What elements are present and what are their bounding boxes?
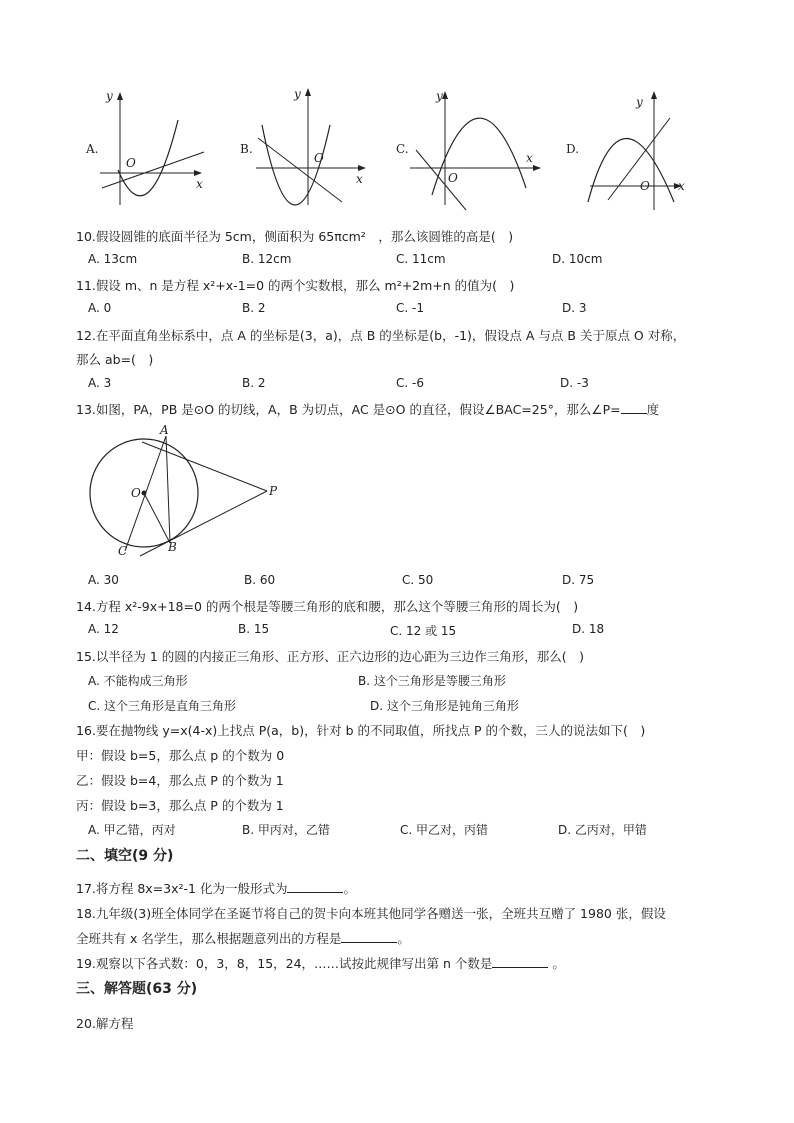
graph-row: [80, 80, 700, 220]
graph-a-y-label: y: [106, 89, 113, 103]
graph-a-x-arrow: [194, 170, 202, 176]
graph-b: [240, 87, 366, 205]
q14-option-c[interactable]: C. 12 或 15: [390, 624, 457, 638]
q13-option-b[interactable]: B. 60: [244, 573, 276, 587]
q11-option-c[interactable]: C. -1: [396, 301, 424, 315]
graph-c-y-arrow: [442, 91, 448, 99]
q13-option-c[interactable]: C. 50: [402, 573, 434, 587]
graph-a-x-label: x: [196, 177, 203, 191]
q15-option-a[interactable]: A. 不能构成三角形: [88, 674, 188, 688]
graph-d-label: D.: [566, 142, 580, 156]
graph-c-label: C.: [396, 142, 409, 156]
graph-d-y-label: y: [636, 95, 643, 109]
q14-option-a[interactable]: A. 12: [88, 622, 119, 636]
q19-stem-text: 19.观察以下各式数：0，3，8，15，24，……试按此规律写出第 n 个数是: [76, 956, 493, 971]
q13-stem: [76, 400, 659, 418]
graph-a-label: A.: [86, 142, 99, 156]
q14-option-b[interactable]: B. 15: [238, 622, 270, 636]
q16-option-d[interactable]: D. 乙丙对，甲错: [558, 823, 647, 837]
q12-option-a[interactable]: A. 3: [88, 376, 112, 390]
q15-stem: 15.以半径为 1 的圆的内接正三角形、正方形、正六边形的边心距为三边作三角形，那么( ): [76, 649, 585, 664]
q16-statement-jia: 甲：假设 b=5，那么点 p 的个数为 0: [76, 748, 285, 763]
q12-option-c[interactable]: C. -6: [396, 376, 424, 390]
q16-stem: 16.要在抛物线 y=x(4-x)上找点 P(a，b)，针对 b 的不同取值，所找点 P 的个数，三人的说法如下( ): [76, 723, 646, 738]
section-fill-in-heading: 二、填空(9 分): [76, 848, 174, 864]
graph-b-label: B.: [240, 142, 253, 156]
q20-stem: 20.解方程: [76, 1016, 134, 1031]
graph-d-x-label: x: [678, 179, 685, 193]
q13-tangent-pb: [140, 491, 267, 556]
q18-answer-blank[interactable]: [341, 931, 397, 943]
q14-stem: 14.方程 x²-9x+18=0 的两个根是等腰三角形的底和腰，那么这个等腰三角形的周长为( ): [76, 599, 579, 614]
q13-radius-ob: [144, 493, 170, 543]
graph-svg: [80, 80, 700, 220]
graph-a-line: [102, 152, 204, 188]
graph-d: [566, 91, 685, 210]
graph-a-y-arrow: [117, 92, 123, 100]
q13-label-b: B: [168, 540, 177, 554]
q18-stem-line2: [76, 929, 410, 947]
q13-option-d[interactable]: D. 75: [562, 573, 595, 587]
graph-a: [85, 89, 204, 205]
graph-c-x-label: x: [526, 151, 533, 165]
q16-statement-bing: 丙：假设 b=3，那么点 P 的个数为 1: [76, 798, 284, 813]
graph-c-x-arrow: [533, 165, 541, 171]
q13-label-c: C: [118, 544, 128, 558]
q11-option-b[interactable]: B. 2: [242, 301, 266, 315]
graph-d-line: [608, 118, 670, 200]
q13-figure-svg: [80, 425, 300, 560]
q16-option-a[interactable]: A. 甲乙错，丙对: [88, 823, 176, 837]
graph-c-y-label: y: [436, 89, 443, 103]
q10-option-a[interactable]: A. 13cm: [88, 252, 138, 266]
graph-b-y-label: y: [294, 87, 301, 101]
q13-stem-unit: 度: [646, 402, 660, 417]
q19-end: 。: [548, 956, 565, 971]
graph-c: [396, 89, 541, 210]
q18-stem-text: 全班共有 x 名学生，那么根据题意列出的方程是: [76, 931, 342, 946]
q13-label-p: P: [269, 484, 278, 498]
q16-option-c[interactable]: C. 甲乙对，丙错: [400, 823, 489, 837]
graph-c-origin: O: [448, 171, 458, 185]
q13-stem-text: 13.如图，PA，PB 是⊙O 的切线，A，B 为切点，AC 是⊙O 的直径，假设∠BAC=25°，那么∠P=: [76, 402, 621, 417]
q11-option-d[interactable]: D. 3: [562, 301, 587, 315]
q11-stem: 11.假设 m、n 是方程 x²+x-1=0 的两个实数根，那么 m²+2m+n 的值为( ): [76, 278, 515, 293]
q14-option-d[interactable]: D. 18: [572, 622, 605, 636]
q13-option-a[interactable]: A. 30: [88, 573, 119, 587]
q17-stem: [76, 879, 356, 897]
q12-stem: 12.在平面直角坐标系中，点 A 的坐标是(3，a)，点 B 的坐标是(b，-1)，假设点 A 与点 B 关于原点 O 对称，: [76, 328, 686, 343]
q16-option-b[interactable]: B. 甲丙对，乙错: [242, 823, 330, 837]
q12-option-b[interactable]: B. 2: [242, 376, 266, 390]
q10-option-d[interactable]: D. 10cm: [552, 252, 603, 266]
graph-a-origin: O: [126, 156, 136, 170]
q12-option-d[interactable]: D. -3: [560, 376, 589, 390]
q19-answer-blank[interactable]: [492, 956, 548, 968]
q13-answer-blank[interactable]: [621, 402, 647, 414]
q17-stem-text: 17.将方程 8x=3x²-1 化为一般形式为: [76, 881, 288, 896]
q17-answer-blank[interactable]: [287, 881, 343, 893]
q15-option-d[interactable]: D. 这个三角形是钝角三角形: [370, 699, 519, 713]
q10-option-b[interactable]: B. 12cm: [242, 252, 292, 266]
q13-figure: [80, 425, 300, 560]
graph-d-origin: O: [640, 179, 650, 193]
q11-option-a[interactable]: A. 0: [88, 301, 112, 315]
graph-b-parabola: [262, 125, 330, 205]
q10-stem: 10.假设圆锥的底面半径为 5cm，侧面积为 65πcm² ，那么该圆锥的高是( ): [76, 229, 514, 244]
q18-end: 。: [397, 931, 410, 946]
graph-b-y-arrow: [305, 88, 311, 96]
graph-b-x-label: x: [356, 172, 363, 186]
q16-statement-yi: 乙：假设 b=4，那么点 P 的个数为 1: [76, 773, 284, 788]
q15-option-c[interactable]: C. 这个三角形是直角三角形: [88, 699, 237, 713]
graph-c-parabola: [432, 118, 526, 195]
section-answer-heading: 三、解答题(63 分): [76, 981, 198, 997]
graph-b-x-arrow: [358, 165, 366, 171]
graph-d-y-arrow: [651, 91, 657, 99]
q19-stem: [76, 954, 565, 972]
graph-b-origin: O: [314, 151, 324, 165]
q13-tangent-pa: [142, 442, 267, 491]
q13-label-o: O: [131, 486, 141, 500]
q13-label-a: A: [160, 425, 169, 437]
q12-stem-line2: 那么 ab=( ): [76, 352, 154, 367]
q17-end: 。: [343, 881, 356, 896]
q10-option-c[interactable]: C. 11cm: [396, 252, 446, 266]
graph-b-line: [258, 138, 342, 202]
q15-option-b[interactable]: B. 这个三角形是等腰三角形: [358, 674, 506, 688]
graph-c-line: [416, 150, 466, 210]
q18-stem: 18.九年级(3)班全体同学在圣诞节将自己的贺卡向本班其他同学各赠送一张，全班共互赠了 1980 张，假设: [76, 906, 666, 921]
